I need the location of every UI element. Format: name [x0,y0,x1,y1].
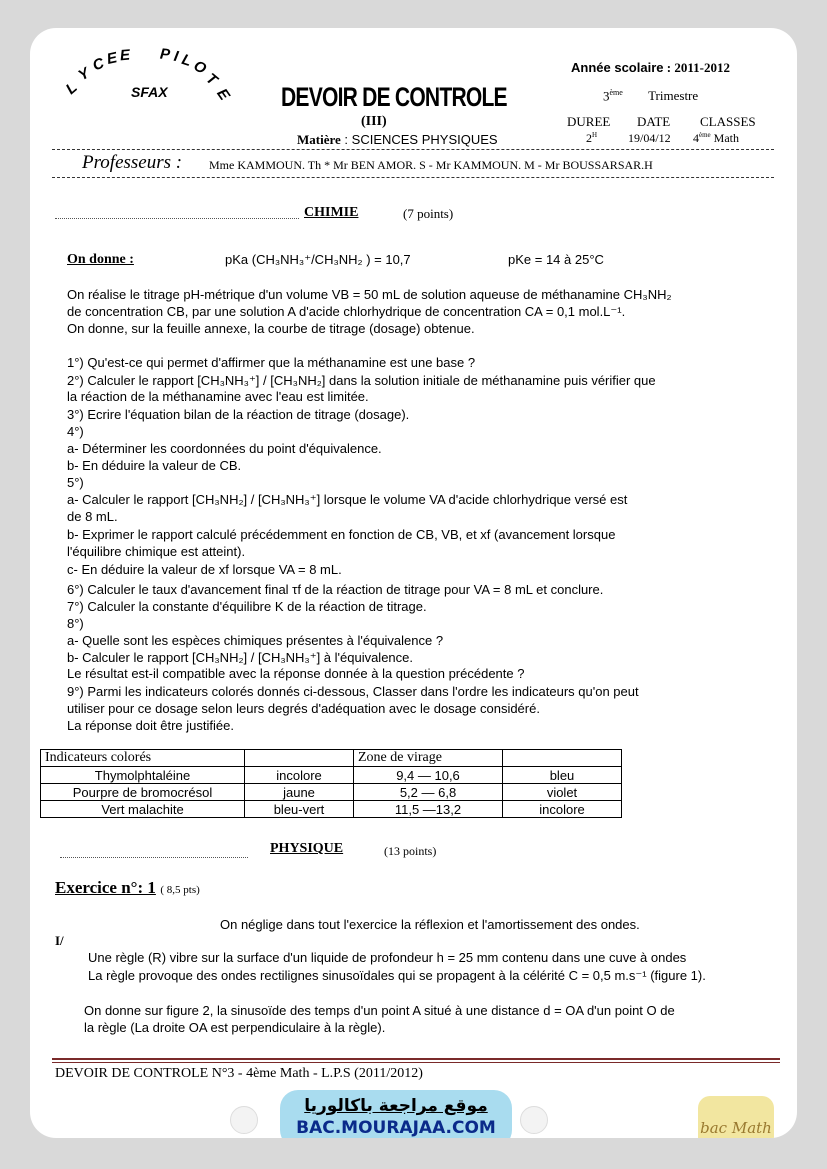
duree-value: $2^H$ [586,131,598,145]
exercice-title: Exercice n°: 1 ( 8,5 pts) [55,878,200,897]
table-row [41,801,622,818]
table-cell: jaune [245,784,354,801]
table-cell: 11,5 —13,2 [354,801,503,818]
site-logo-icon [520,1106,548,1134]
paragraph-line: la règle (La droite OA est perpendiculaire à la règle). [84,1020,386,1035]
question-line: a- Quelle sont les espèces chimiques présentes à l'équivalence ? [67,633,444,648]
annee-scolaire: Année scolaire : 2011-2012 [571,60,730,75]
chimie-points: (7 points) [403,206,454,221]
page: L Y C E E P I L O T E SFAX DEVOIR DE CONTROLE (III) Matière : SCIENCES PHYSIQUES Année scolaire : 2011-2012 3ème Trimestre DUREE DATE CLASSES $2^H$ 19/04/12 4ème Math Professeurs : Mme KAMMOUN. Th * Mr BEN AMOR. S - Mr KAMMOUN. M - Mr BOUSSARSAR.H CHIMIE (7 points) On donne : pKa (CH₃NH₃⁺/CH₃NH₂ ) = 10,7 pKe = 14 à 25°C On réalise le titrage pH-métrique d'un volume VB = 50 mL de solution aqueuse de méthanamine CH₃NH₂ de concentration CB, par une solution A d'acide chlorhydrique de concentration CA = 0,1 mol.L⁻¹. On donne, sur la feuille annexe, la courbe de titrage (dosage) obtenue. 1°) Qu'est-ce qui permet d'affirmer que la méthanamine est une base ? 2°) Calculer le rapport [CH₃NH₃⁺] / [CH₃NH₂] dans la solution initiale de méthanamine puis vérifier que la réaction de la méthanamine avec l'eau est limitée. 3°) Ecrire l'équation bilan de la réaction de titrage (dosage). 4°) a- Déterminer les coordonnées du point d'équivalence. b- En déduire la valeur de CB. 5°) a- Calculer le rapport [CH₃NH₂] / [CH₃NH₃⁺] lorsque le volume VA d'acide chlorhydrique versé est de 8 mL. b- Exprimer le rapport calculé précédemment en fonction de CB, VB, et xf (avancement lorsque l'équilibre chimique est atteint). c- En déduire la valeur de xf lorsque VA = 8 mL. 6°) Calculer le taux d'avancement final τf de la réaction de titrage pour VA = 8 mL et conclure. 7°) Calculer la constante d'équilibre K de la réaction de titrage. 8°) a- Quelle sont les espèces chimiques présentes à l'équivalence ? b- Calculer le rapport [CH₃NH₂] / [CH₃NH₃⁺] à l'équivalence. Le résultat est-il compatible avec la réponse donnée à la question précédente ? 9°) Parmi les indicateurs colorés donnés ci-dessous, Classer dans l'ordre les indicateurs qu'on peut utiliser pour ce dosage selon leurs degrés d'adéquation avec le dosage considéré. La réponse doit être justifiée. Indicateurs colorés Zone de virage Thymolphtaléine incolore 9,4 — 10,6 bleu Pourpre de bromocrésol jaune 5,2 — 6,8 violet Vert malachite bleu-vert 11,5 —13,2 incolore PHYSIQUE (13 points) Exercice n°: 1 ( 8,5 pts) On néglige dans tout l'exercice la réflexion et l'amortissement des ondes. I/ Une règle (R) vibre sur la surface d'un liquide de profondeur h = 25 mm contenu dans une cuve à ondes La règle provoque des ondes rectilignes sinusoïdales qui se propagent à la célérité C = 0,5 m.s⁻¹ (figure 1). On donne sur figure 2, la sinusoïde des temps d'un point A situé à une distance d = OA d'un point O de la règle (La droite OA est perpendiculaire à la règle). DEVOIR DE CONTROLE N°3 - 4ème Math - L.P.S (2011/2012) موقع مراجعة باكالوريا BAC.MOURAJAA.COM bac Math [30,28,797,1138]
bac-math-badge: bac Math [698,1096,774,1138]
table-cell: incolore [245,767,354,784]
question-line: b- Exprimer le rapport calculé précédemment en fonction de CB, VB, et xf (avancement lorsque [67,527,616,542]
paragraph-line: Une règle (R) vibre sur la surface d'un liquide de profondeur h = 25 mm contenu dans une cuve à ondes [88,950,687,965]
paragraph-line: La règle provoque des ondes rectilignes sinusoïdales qui se propagent à la célérité C = 0,5 m.s⁻¹ (figure 1). [88,968,706,983]
divider [60,857,248,858]
table-header [503,750,622,767]
question-line: a- Déterminer les coordonnées du point d'équivalence. [67,441,382,456]
question-line: a- Calculer le rapport [CH₃NH₂] / [CH₃NH₃⁺] lorsque le volume VA d'acide chlorhydrique versé est [67,492,628,507]
banner-url[interactable]: BAC.MOURAJAA.COM [296,1118,496,1138]
col-duree: DUREE [567,114,611,129]
question-line: 9°) Parmi les indicateurs colorés donnés ci-dessous, Classer dans l'ordre les indicateurs qu'on peut [67,684,639,699]
table-cell: 9,4 — 10,6 [354,767,503,784]
question-line: 2°) Calculer le rapport [CH₃NH₃⁺] / [CH₃NH₂] dans la solution initiale de méthanamine puis vérifier que [67,373,656,388]
indicators-table [40,749,622,818]
table-cell: Vert malachite [41,801,245,818]
col-classes: CLASSES [700,114,756,129]
table-header [245,750,354,767]
page-title: DEVOIR DE CONTROLE [281,82,507,112]
footer-divider [52,1062,780,1063]
physique-heading: PHYSIQUE [270,841,344,856]
devoir-number: (III) [361,114,387,129]
chimie-heading: CHIMIE [304,205,359,220]
divider [52,177,774,178]
table-row [41,767,622,784]
intro-line: On donne, sur la feuille annexe, la courbe de titrage (dosage) obtenue. [67,321,475,336]
question-line: 6°) Calculer le taux d'avancement final τf de la réaction de titrage pour VA = 8 mL et conclure. [67,582,604,597]
professeurs-label: Professeurs : [82,152,183,173]
divider [52,149,774,150]
question-line: 7°) Calculer la constante d'équilibre K de la réaction de titrage. [67,599,427,614]
trimestre: 3ème Trimestre [603,88,699,104]
table-cell: bleu [503,767,622,784]
table-cell: Thymolphtaléine [41,767,245,784]
table-row [41,784,622,801]
question-line: utiliser pour ce dosage selon leurs degrés d'adéquation avec le dosage considéré. [67,701,540,716]
table-header: Zone de virage [354,750,503,767]
table-header-row [41,750,622,767]
part-label: I/ [55,933,64,948]
site-logo-icon [230,1106,258,1134]
classe-value: 4ème Math [693,131,740,145]
question-line: la réaction de la méthanamine avec l'eau est limitée. [67,389,369,404]
date-value: 19/04/12 [628,131,671,145]
col-date: DATE [637,114,671,129]
question-line: de 8 mL. [67,509,118,524]
question-line: 3°) Ecrire l'équation bilan de la réaction de titrage (dosage). [67,407,410,422]
question-line: 4°) [67,424,84,439]
question-line: Le résultat est-il compatible avec la réponse donnée à la question précédente ? [67,666,525,681]
divider [55,218,299,219]
question-line: La réponse doit être justifiée. [67,718,234,733]
table-cell: bleu-vert [245,801,354,818]
site-banner[interactable] [280,1090,512,1138]
paragraph-line: On donne sur figure 2, la sinusoïde des temps d'un point A situé à une distance d = OA d'un point O de [84,1003,675,1018]
table-header: Indicateurs colorés [41,750,245,767]
matiere: Matière : SCIENCES PHYSIQUES [297,132,498,147]
table-cell: violet [503,784,622,801]
logo-city: SFAX [131,84,168,100]
pke-value: pKe = 14 à 25°C [508,252,604,267]
table-cell: 5,2 — 6,8 [354,784,503,801]
exercice-note: On néglige dans tout l'exercice la réflexion et l'amortissement des ondes. [220,917,640,932]
question-line: b- En déduire la valeur de CB. [67,458,242,473]
question-line: c- En déduire la valeur de xf lorsque VA = 8 mL. [67,562,342,577]
question-line: 8°) [67,616,84,631]
footer-text: DEVOIR DE CONTROLE N°3 - 4ème Math - L.P.S (2011/2012) [55,1066,423,1081]
question-line: 1°) Qu'est-ce qui permet d'affirmer que la méthanamine est une base ? [67,355,476,370]
question-line: b- Calculer le rapport [CH₃NH₂] / [CH₃NH₃⁺] à l'équivalence. [67,650,413,665]
pka-value: pKa (CH₃NH₃⁺/CH₃NH₂ ) = 10,7 [225,252,411,267]
table-cell: Pourpre de bromocrésol [41,784,245,801]
intro-line: On réalise le titrage pH-métrique d'un volume VB = 50 mL de solution aqueuse de méthanamine CH₃NH₂ [67,287,672,302]
professeurs-list: Mme KAMMOUN. Th * Mr BEN AMOR. S - Mr KAMMOUN. M - Mr BOUSSARSAR.H [209,158,653,172]
physique-points: (13 points) [384,844,437,858]
question-line: 5°) [67,475,84,490]
banner-arabic: موقع مراجعة باكالوريا [304,1096,488,1116]
on-donne-label: On donne : [67,252,134,267]
footer-divider [52,1058,780,1060]
intro-line: de concentration CB, par une solution A d'acide chlorhydrique de concentration CA = 0,1 mol.L⁻¹. [67,304,626,319]
question-line: l'équilibre chimique est atteint). [67,544,246,559]
table-cell: incolore [503,801,622,818]
